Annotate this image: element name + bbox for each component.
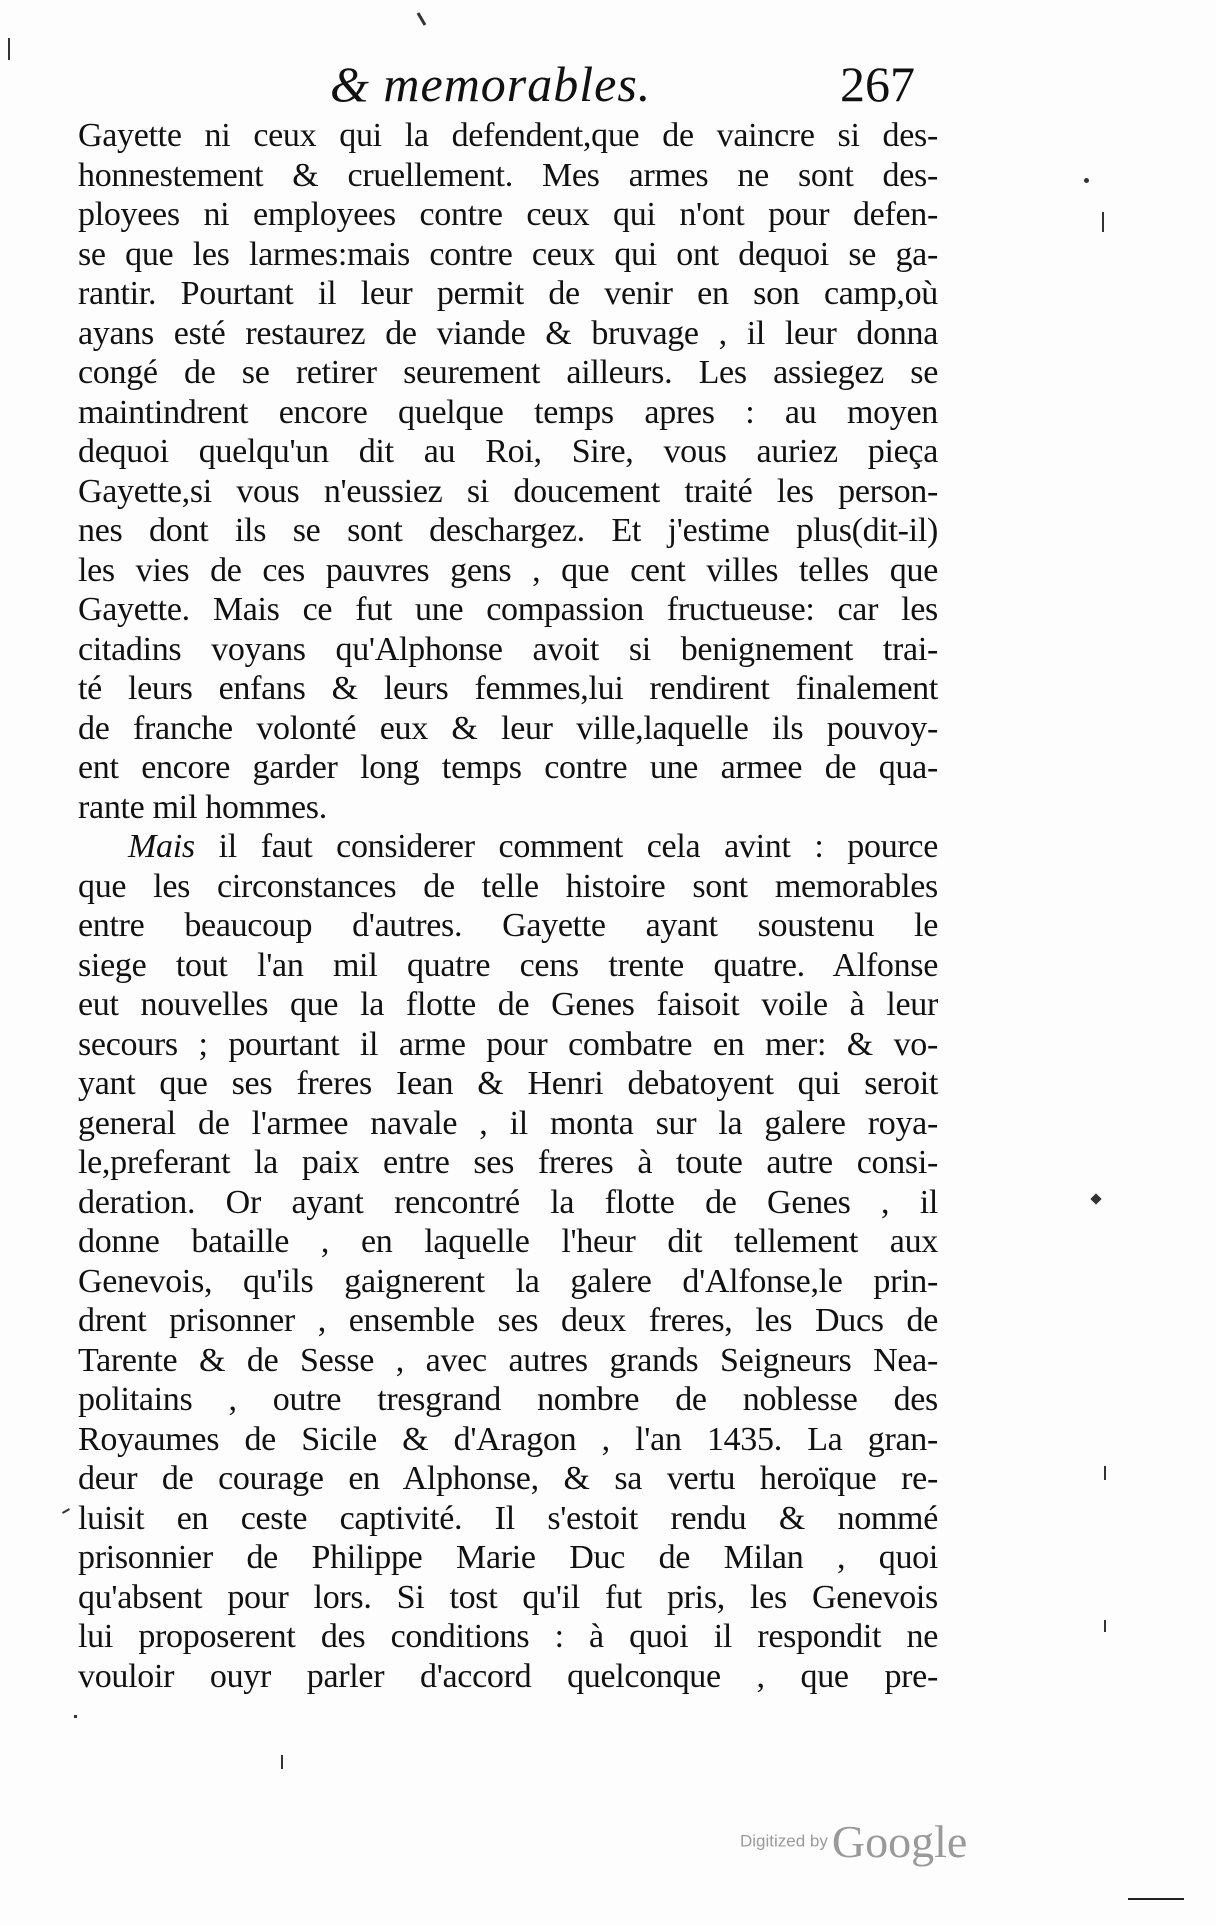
text-line: lui proposerent des conditions : à quoi il respondit ne	[78, 1618, 938, 1655]
text-line: que les circonstances de telle histoire sont memorables	[78, 867, 938, 905]
text-line: Gayette. Mais ce fut une compassion fructueuse: car les	[78, 591, 938, 628]
text-line: Gayette ni ceux qui la defendent,que de vaincre si des-	[78, 117, 938, 154]
digitized-by-text: Digitized by	[740, 1831, 828, 1851]
scan-speck	[1104, 1620, 1106, 1632]
scan-speck	[62, 1508, 70, 1514]
text-line: Royaumes de Sicile & d'Aragon , l'an 1435. La gran-	[78, 1420, 938, 1458]
text-line: ayans esté restaurez de viande & bruvage , il leur donna	[78, 314, 938, 352]
text-line: les vies de ces pauvres gens , que cent villes telles que	[78, 551, 938, 589]
text-line: rante mil hommes.	[78, 788, 327, 826]
scan-speck	[417, 12, 427, 26]
text-line: qu'absent pour lors. Si tost qu'il fut pris, les Genevois	[78, 1578, 938, 1616]
text-line: citadins voyans qu'Alphonse avoit si benignement trai-	[78, 630, 938, 668]
italic-word: Mais	[128, 828, 195, 865]
running-head: & memorables.	[330, 56, 652, 112]
scan-speck	[1090, 1193, 1101, 1204]
text-line: ent encore garder long temps contre une armee de qua-	[78, 749, 938, 786]
text-line: entre beaucoup d'autres. Gayette ayant soustenu le	[78, 907, 938, 944]
text-line: se que les larmes:mais contre ceux qui ont dequoi se ga-	[78, 235, 938, 273]
first-line-rest: il faut considerer comment cela avint : pource	[194, 828, 938, 865]
text-line: deration. Or ayant rencontré la flotte de Genes , il	[78, 1183, 938, 1221]
text-line: general de l'armee navale , il monta sur la galere roya-	[78, 1104, 938, 1142]
text-line: honnestement & cruellement. Mes armes ne sont des-	[78, 156, 938, 194]
scan-speck	[1084, 178, 1089, 183]
text-line: dequoi quelqu'un dit au Roi, Sire, vous auriez pieça	[78, 433, 938, 470]
text-line: secours ; pourtant il arme pour combatre en mer: & vo-	[78, 1025, 938, 1063]
body-text	[78, 116, 938, 1696]
scan-speck	[281, 1755, 283, 1769]
text-line: maintindrent encore quelque temps apres : au moyen	[78, 393, 938, 431]
text-line: eut nouvelles que la flotte de Genes faisoit voile à leur	[78, 986, 938, 1023]
text-line: donne bataille , en laquelle l'heur dit tellement aux	[78, 1223, 938, 1260]
page-number: 267	[840, 56, 915, 112]
text-line: Gayette,si vous n'eussiez si doucement traité les person-	[78, 472, 938, 510]
text-line: politains , outre tresgrand nombre de noblesse des	[78, 1381, 938, 1418]
scan-speck	[1104, 1466, 1106, 1480]
text-line: nes dont ils se sont deschargez. Et j'estime plus(dit-il)	[78, 512, 938, 549]
text-line: luisit en ceste captivité. Il s'estoit rendu & nommé	[78, 1499, 938, 1537]
scan-speck	[1102, 212, 1104, 232]
scan-speck	[74, 1715, 77, 1718]
digitized-by-google-watermark	[740, 1815, 967, 1868]
text-line: prisonnier de Philippe Marie Duc de Milan , quoi	[78, 1539, 938, 1576]
text-line: té leurs enfans & leurs femmes,lui rendirent finalement	[78, 670, 938, 707]
scan-speck	[8, 38, 10, 60]
text-line: de franche volonté eux & leur ville,laquelle ils pouvoy-	[78, 709, 938, 747]
text-line: congé de se retirer seurement ailleurs. Les assiegez se	[78, 354, 938, 391]
google-logo-text: Google	[831, 1816, 968, 1867]
text-line: deur de courage en Alphonse, & sa vertu heroïque re-	[78, 1460, 938, 1497]
text-line: siege tout l'an mil quatre cens trente quatre. Alfonse	[78, 946, 938, 984]
text-line: Genevois, qu'ils gaignerent la galere d'Alfonse,le prin-	[78, 1262, 938, 1300]
text-line: yant que ses freres Iean & Henri debatoyent qui seroit	[78, 1065, 938, 1102]
text-line: ployees ni employees contre ceux qui n'ont pour defen-	[78, 196, 938, 233]
text-line: vouloir ouyr parler d'accord quelconque , que pre-	[78, 1657, 938, 1695]
paragraph-first-line	[78, 827, 938, 867]
text-line: le,preferant la paix entre ses freres à toute autre consi-	[78, 1144, 938, 1181]
page-edge-rule	[1128, 1898, 1184, 1900]
text-line: drent prisonner , ensemble ses deux freres, les Ducs de	[78, 1302, 938, 1339]
text-line: Tarente & de Sesse , avec autres grands Seigneurs Nea-	[78, 1341, 938, 1379]
text-line: rantir. Pourtant il leur permit de venir en son camp,où	[78, 275, 938, 312]
